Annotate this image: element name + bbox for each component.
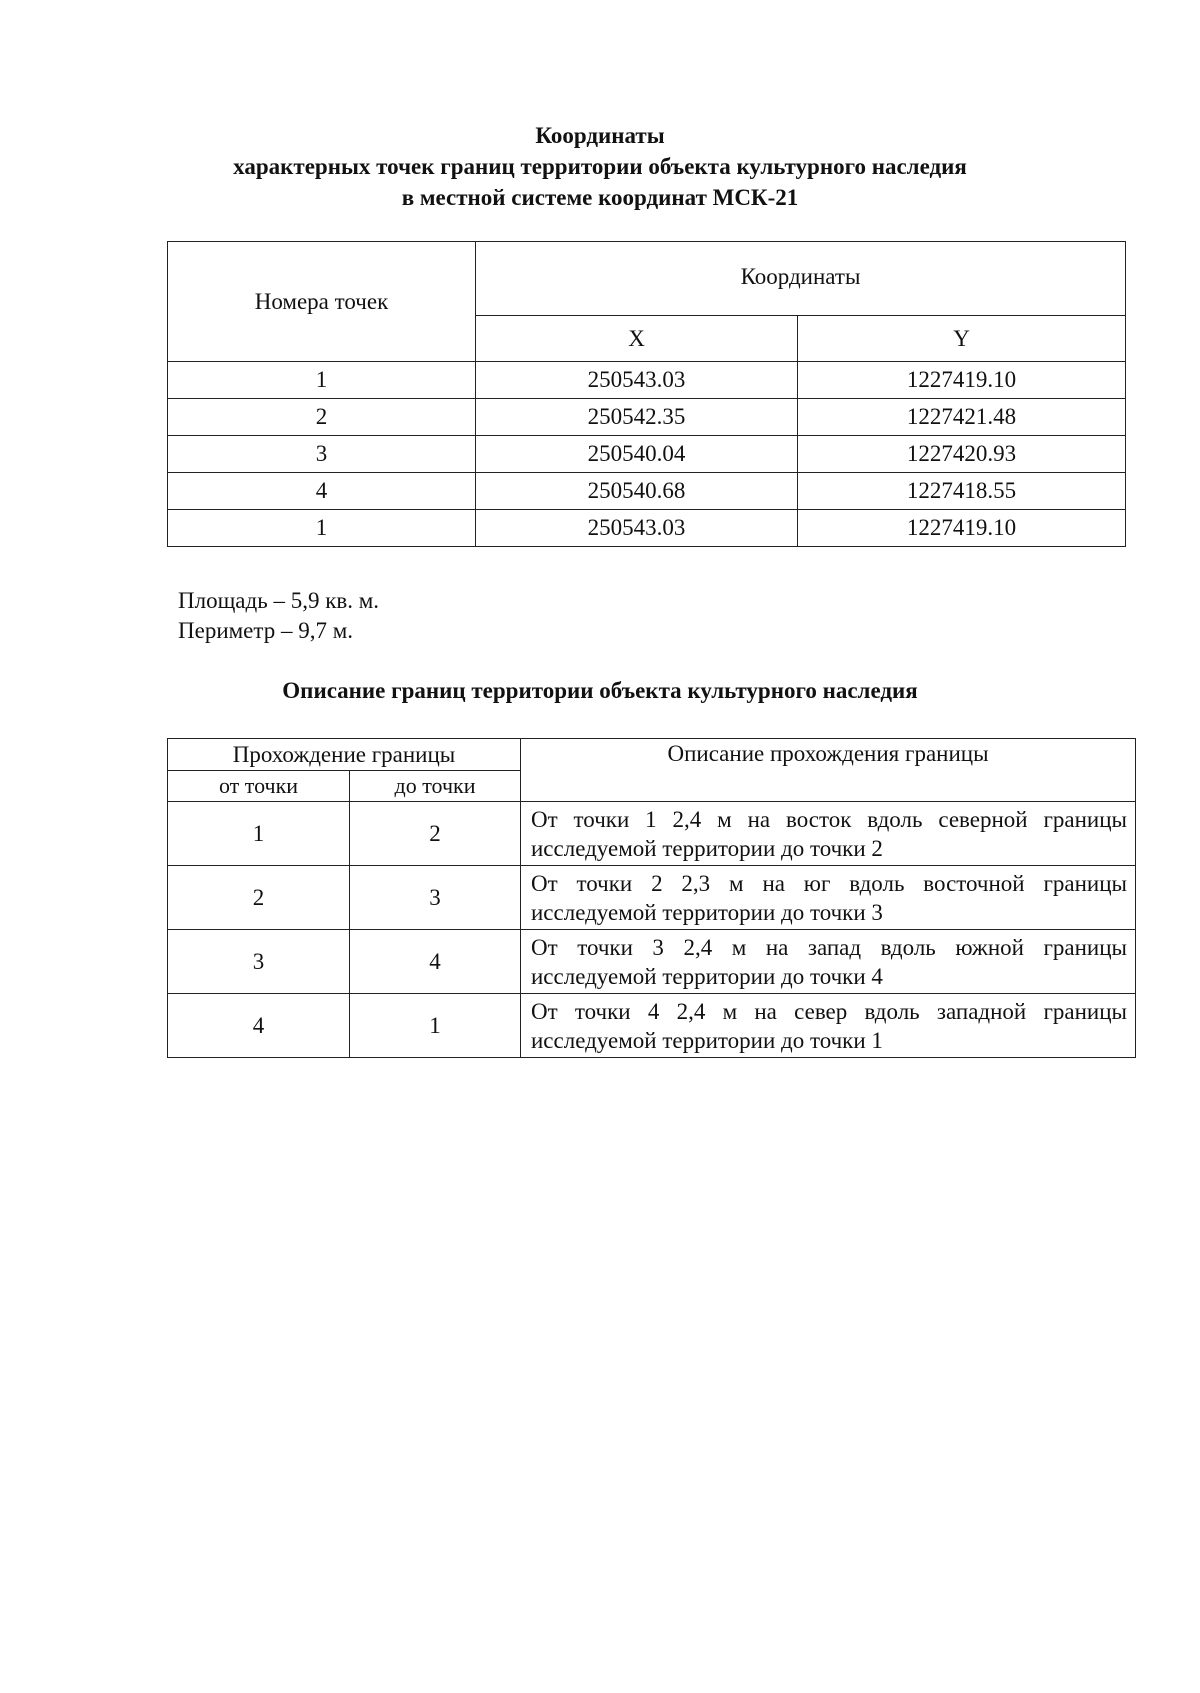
header-y: Y xyxy=(798,316,1126,362)
point-number-cell: 2 xyxy=(168,399,476,436)
point-number-cell: 1 xyxy=(168,510,476,547)
x-coordinate-cell: 250543.03 xyxy=(476,362,798,399)
description-cell: От точки 2 2,3 м на юг вдоль восточной границы исследуемой территории до точки 3 xyxy=(521,866,1136,930)
title-line-2: характерных точек границ территории объекта культурного наследия xyxy=(233,154,967,179)
to-point-cell: 3 xyxy=(350,866,521,930)
table-row xyxy=(168,473,1126,510)
y-coordinate-cell: 1227420.93 xyxy=(798,436,1126,473)
header-boundary-passage: Прохождение границы xyxy=(168,739,521,771)
description-cell: От точки 4 2,4 м на север вдоль западной границы исследуемой территории до точки 1 xyxy=(521,994,1136,1058)
header-from-point: от точки xyxy=(168,771,350,802)
from-point-cell: 3 xyxy=(168,930,350,994)
area-text: Площадь – 5,9 кв. м. xyxy=(178,588,380,613)
to-point-cell: 4 xyxy=(350,930,521,994)
table-row xyxy=(168,930,1136,994)
y-coordinate-cell: 1227419.10 xyxy=(798,510,1126,547)
table-row xyxy=(168,399,1126,436)
coordinates-table xyxy=(167,241,1126,547)
coordinates-table-header-row xyxy=(168,242,1126,316)
table-row xyxy=(168,436,1126,473)
x-coordinate-cell: 250542.35 xyxy=(476,399,798,436)
to-point-cell: 2 xyxy=(350,802,521,866)
page-title xyxy=(0,120,1200,213)
table-row xyxy=(168,510,1126,547)
point-number-cell: 1 xyxy=(168,362,476,399)
y-coordinate-cell: 1227418.55 xyxy=(798,473,1126,510)
header-point-numbers: Номера точек xyxy=(168,242,476,362)
description-cell: От точки 1 2,4 м на восток вдоль северной границы исследуемой территории до точки 2 xyxy=(521,802,1136,866)
header-coordinates: Координаты xyxy=(476,242,1126,316)
table-row xyxy=(168,362,1126,399)
header-x: X xyxy=(476,316,798,362)
boundary-description-table xyxy=(167,738,1136,1058)
header-boundary-description: Описание прохождения границы xyxy=(521,739,1136,802)
from-point-cell: 2 xyxy=(168,866,350,930)
point-number-cell: 3 xyxy=(168,436,476,473)
from-point-cell: 4 xyxy=(168,994,350,1058)
y-coordinate-cell: 1227419.10 xyxy=(798,362,1126,399)
table-row xyxy=(168,994,1136,1058)
perimeter-text: Периметр – 9,7 м. xyxy=(178,618,354,643)
to-point-cell: 1 xyxy=(350,994,521,1058)
x-coordinate-cell: 250543.03 xyxy=(476,510,798,547)
title-line-1: Координаты xyxy=(535,123,665,148)
x-coordinate-cell: 250540.04 xyxy=(476,436,798,473)
section-title: Описание границ территории объекта культурного наследия xyxy=(282,678,918,703)
title-line-3: в местной системе координат МСК-21 xyxy=(401,185,799,210)
from-point-cell: 1 xyxy=(168,802,350,866)
y-coordinate-cell: 1227421.48 xyxy=(798,399,1126,436)
header-to-point: до точки xyxy=(350,771,521,802)
description-table-header-row xyxy=(168,739,1136,771)
table-row xyxy=(168,866,1136,930)
point-number-cell: 4 xyxy=(168,473,476,510)
table-row xyxy=(168,802,1136,866)
area-perimeter-summary xyxy=(178,586,379,646)
description-cell: От точки 3 2,4 м на запад вдоль южной границы исследуемой территории до точки 4 xyxy=(521,930,1136,994)
x-coordinate-cell: 250540.68 xyxy=(476,473,798,510)
